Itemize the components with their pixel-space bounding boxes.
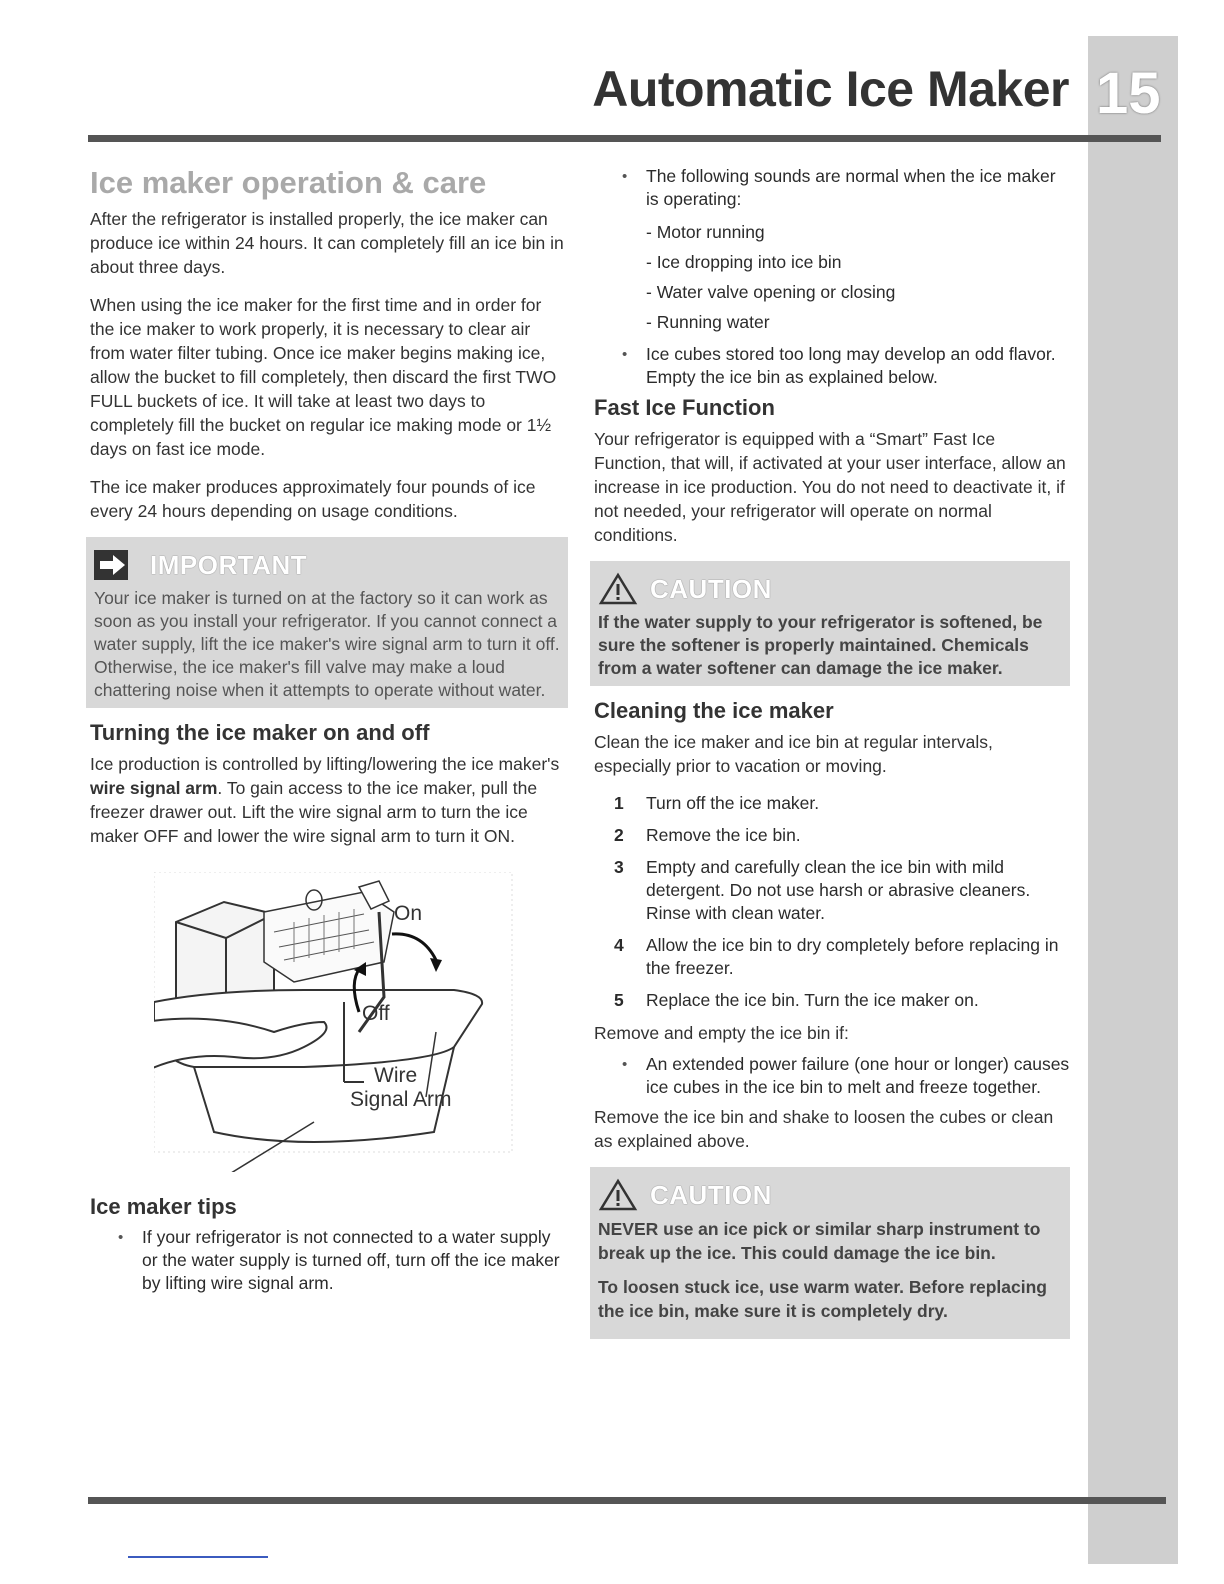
sounds-list	[594, 165, 1070, 389]
paragraph-first-use: When using the ice maker for the first time and in order for the ice maker to work properly, it is necessary to clear air from water filter tubing. Once ice maker begins making ice, allow the bucket to fill completely, then discard the first TWO FULL buckets of ice. It will take at least two days to completely fill the bucket on regular ice making mode or 1½ days on fast ice mode.	[90, 295, 557, 459]
step-text: Replace the ice bin. Turn the ice maker on.	[646, 990, 979, 1010]
section-title: Ice maker operation & care	[90, 165, 487, 200]
list-item: - Running water	[646, 312, 770, 332]
page-sidebar-band	[1088, 36, 1178, 1564]
remove-if-list	[594, 1053, 1070, 1099]
list-item	[622, 165, 1070, 337]
right-column	[594, 165, 1070, 1351]
caution-heading: CAUTION	[650, 1179, 772, 1210]
list-item: - Motor running	[646, 222, 765, 242]
important-text: Your ice maker is turned on at the factory so it can work as soon as you install your refrigerator. If you cannot connect a water supply, lift the ice maker's wire signal arm to turn it off. Otherwise, the ice maker's fill valve may make a loud chattering noise when it attempts to operate without water.	[94, 588, 560, 700]
caution-text: NEVER use an ice pick or similar sharp instrument to break up the ice. This could damage the ice bin.	[598, 1219, 1041, 1263]
ice-maker-illustration	[154, 872, 514, 1172]
step-text: Turn off the ice maker.	[646, 793, 820, 813]
step-text: Empty and carefully clean the ice bin with mild detergent. Do not use harsh or abrasive cleaners. Rinse with clean water.	[646, 857, 1031, 923]
ice-maker-drawing	[154, 872, 514, 1172]
onoff-heading: Turning the ice maker on and off	[90, 720, 430, 745]
list-item	[614, 989, 1070, 1012]
label-off: Off	[362, 1002, 390, 1025]
caution-body	[598, 1217, 1062, 1323]
fast-ice-heading: Fast Ice Function	[594, 395, 775, 420]
paragraph-production: The ice maker produces approximately four pounds of ice every 24 hours depending on usage conditions.	[90, 477, 536, 521]
step-number: 1	[614, 793, 624, 813]
important-header	[94, 543, 560, 587]
list-item: • Ice cubes stored too long may develop an odd flavor. Empty the ice bin as explained below.	[622, 343, 1070, 389]
onoff-text-bold: wire signal arm	[90, 778, 218, 798]
cleaning-intro: Clean the ice maker and ice bin at regular intervals, especially prior to vacation or moving.	[594, 732, 993, 776]
sounds-intro: The following sounds are normal when the ice maker is operating:	[646, 166, 1056, 209]
sounds-sublist	[646, 217, 1070, 337]
tips-heading: Ice maker tips	[90, 1194, 237, 1219]
step-number: 3	[614, 857, 624, 877]
warning-icon	[598, 572, 638, 606]
step-text: Remove the ice bin.	[646, 825, 801, 845]
caution-header	[598, 567, 1062, 611]
caution-ice-pick	[590, 1167, 1070, 1339]
caution-text: To loosen stuck ice, use warm water. Before replacing the ice bin, make sure it is completely dry.	[598, 1277, 1047, 1321]
onoff-text	[90, 752, 568, 848]
list-item: - Ice dropping into ice bin	[646, 252, 842, 272]
step-text: Allow the ice bin to dry completely before replacing in the freezer.	[646, 935, 1059, 978]
step-number: 2	[614, 825, 624, 845]
list-item	[614, 934, 1070, 980]
step-number: 4	[614, 935, 624, 955]
list-item	[614, 856, 1070, 925]
remove-if-text: Remove and empty the ice bin if:	[594, 1023, 849, 1043]
paragraph-intro: After the refrigerator is installed properly, the ice maker can produce ice within 24 hours. It can completely fill an ice bin in about three days.	[90, 209, 564, 277]
left-column	[90, 165, 568, 1301]
cleaning-steps	[594, 792, 1070, 1012]
footer-rule	[88, 1497, 1166, 1504]
label-on: On	[394, 902, 423, 925]
tips-list	[90, 1226, 568, 1295]
warning-icon	[598, 1178, 638, 1212]
list-item	[614, 824, 1070, 847]
fast-ice-text: Your refrigerator is equipped with a “Smart” Fast Ice Function, that will, if activated at your user interface, allow an increase in ice production. You do not need to deactivate it, if not needed, your refrigerator will operate on normal conditions.	[594, 429, 1066, 545]
important-notice	[86, 537, 568, 708]
list-item: - Water valve opening or closing	[646, 282, 896, 302]
footer-link-underline	[128, 1556, 268, 1558]
onoff-text-b: . To gain access to the ice maker, pull the freezer drawer out. Lift the wire signal arm to turn the ice maker OFF and lower the wire signal arm to turn it ON.	[90, 778, 538, 846]
important-heading: IMPORTANT	[150, 549, 308, 580]
shake-text: Remove the ice bin and shake to loosen the cubes or clean as explained above.	[594, 1107, 1054, 1151]
caution-text: If the water supply to your refrigerator is softened, be sure the softener is properly maintained. Chemicals from a water softener can damage the ice maker.	[598, 612, 1043, 678]
onoff-text-a: Ice production is controlled by lifting/lowering the ice maker's	[90, 754, 560, 774]
list-item: • If your refrigerator is not connected to a water supply or the water supply is turned off, turn off the ice maker by lifting wire signal arm.	[118, 1226, 568, 1295]
page-number: 15	[1096, 61, 1161, 126]
arrow-icon	[94, 550, 128, 580]
caution-softener	[590, 561, 1070, 686]
header-rule	[88, 135, 1161, 142]
list-item: • An extended power failure (one hour or longer) causes ice cubes in the ice bin to melt and freeze together.	[622, 1053, 1070, 1099]
list-item	[614, 792, 1070, 815]
page-title: Automatic Ice Maker	[592, 61, 1069, 117]
step-number: 5	[614, 990, 624, 1010]
label-signal-arm: Signal Arm	[350, 1088, 452, 1111]
caution-header	[598, 1173, 1062, 1217]
label-wire: Wire	[374, 1064, 418, 1087]
caution-heading: CAUTION	[650, 573, 772, 604]
cleaning-heading: Cleaning the ice maker	[594, 698, 834, 723]
